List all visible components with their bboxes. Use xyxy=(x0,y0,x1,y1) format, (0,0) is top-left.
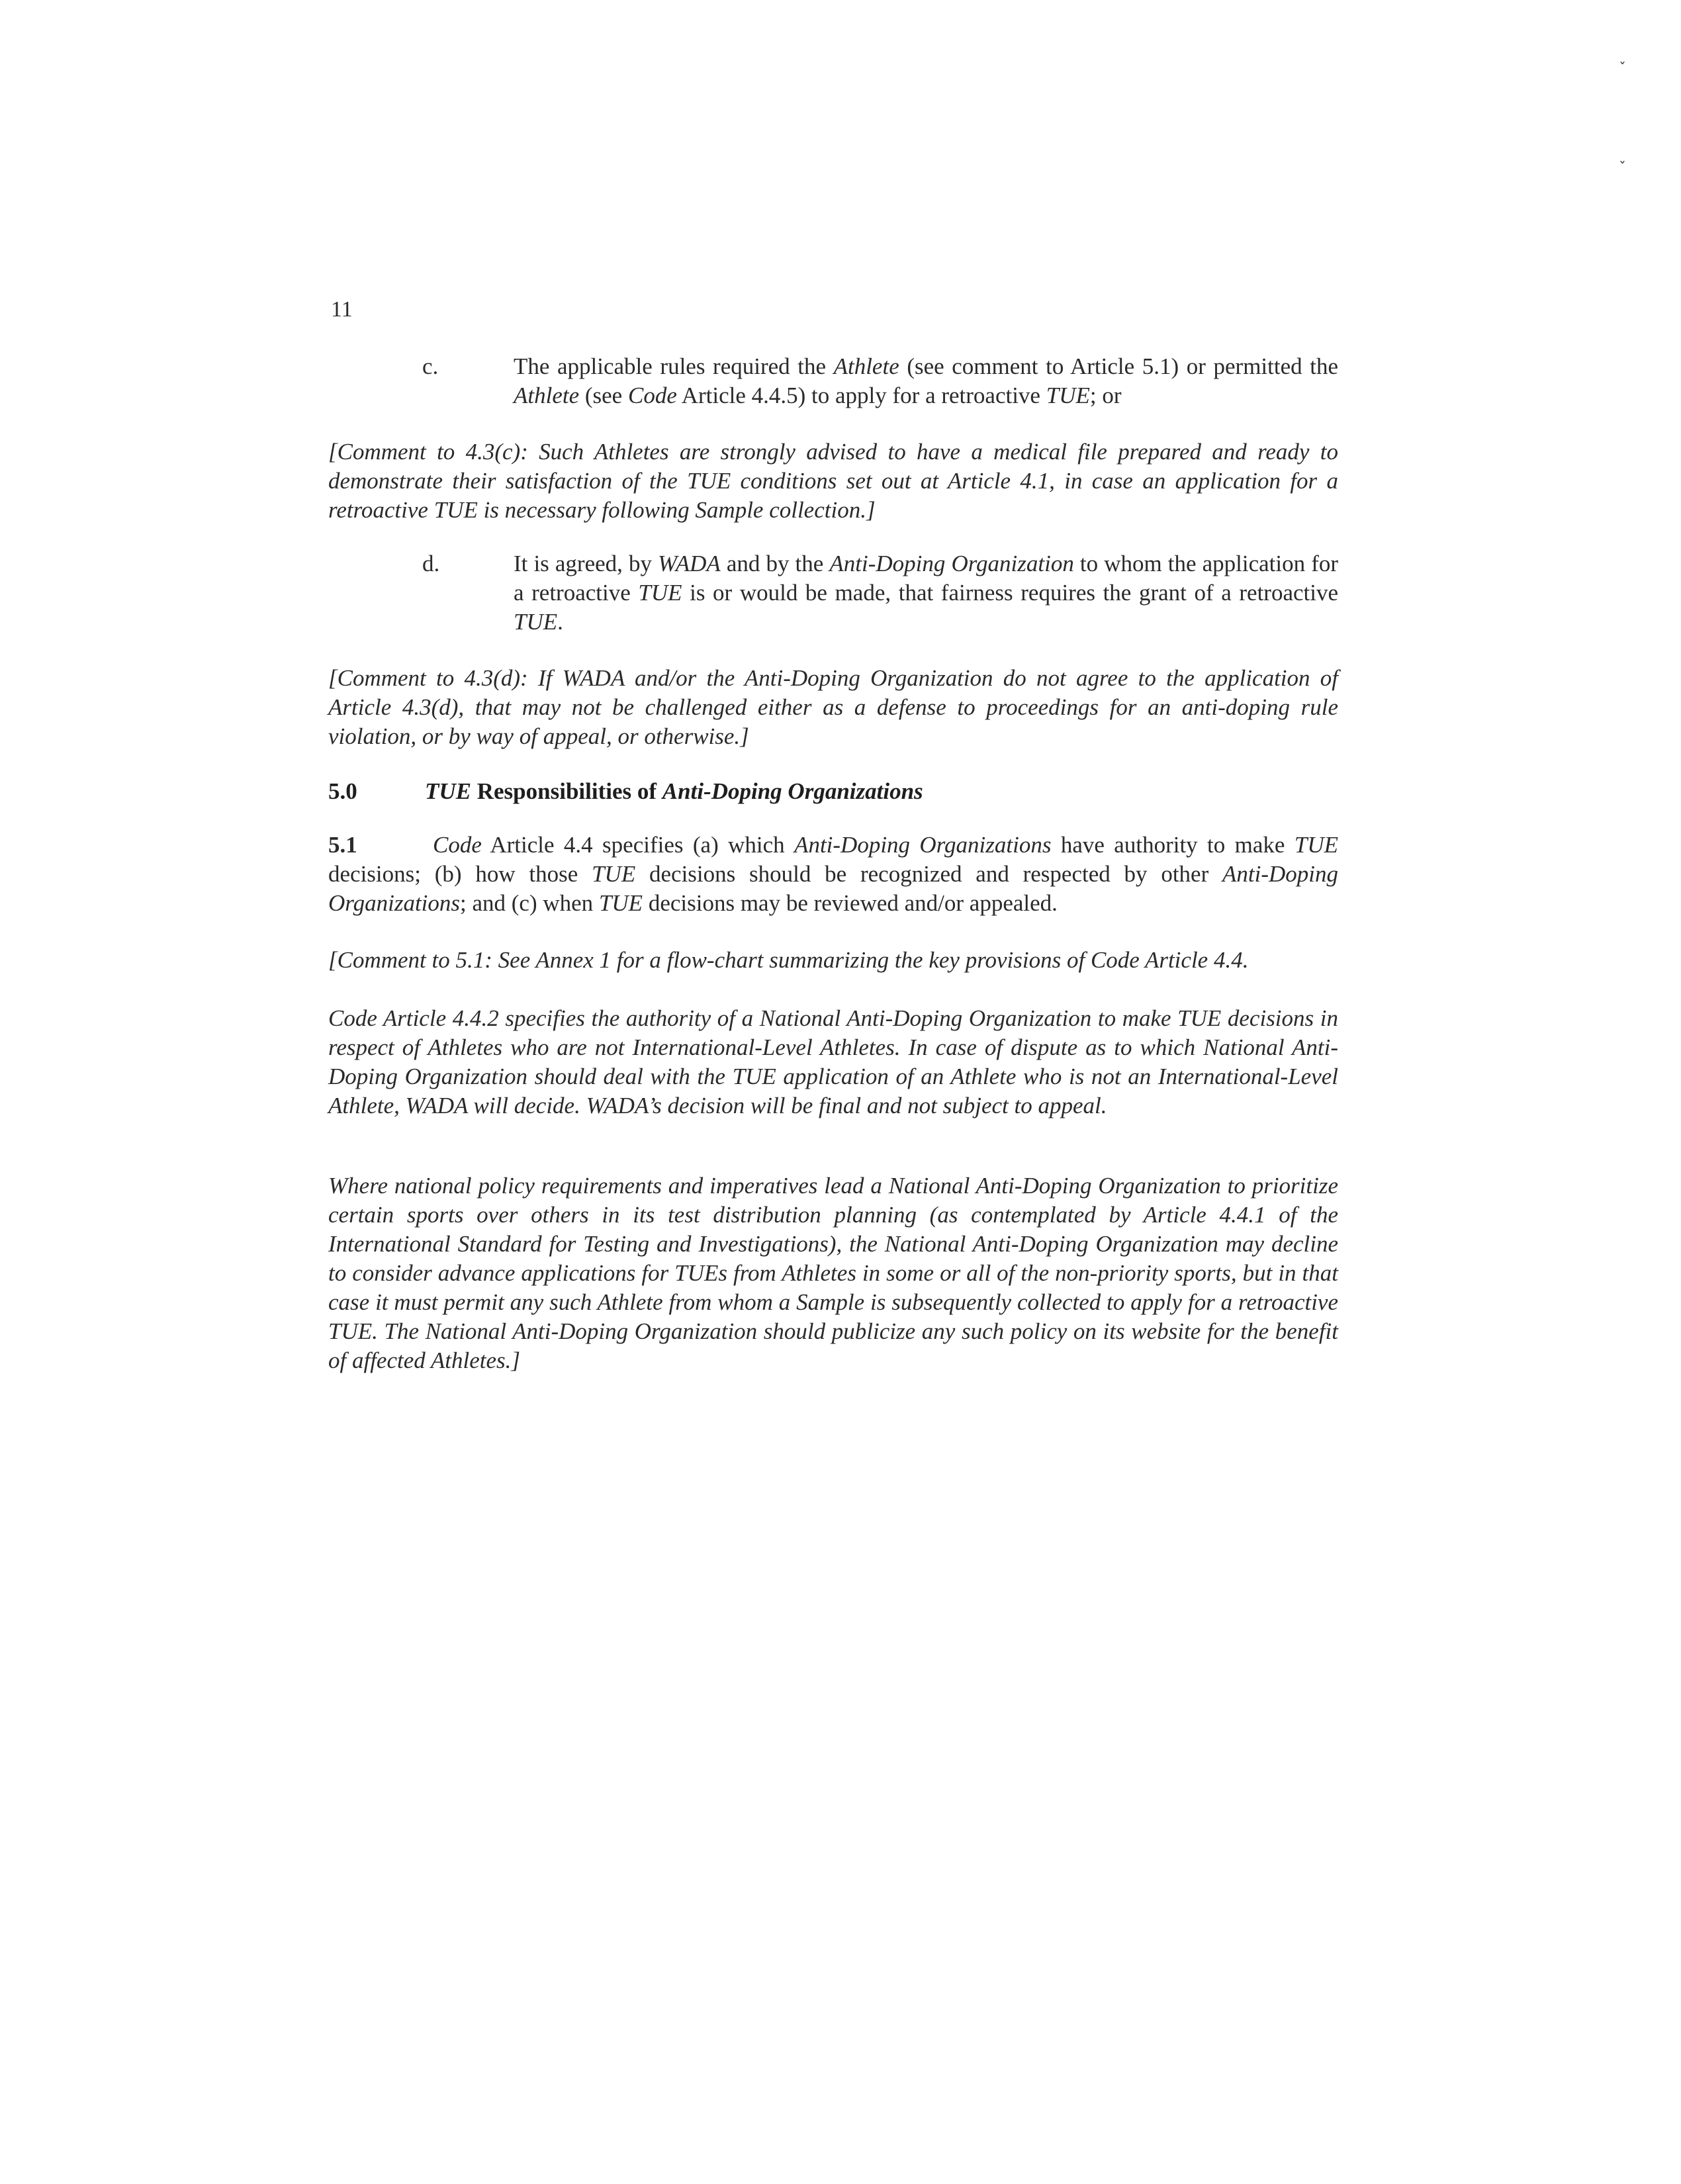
italic-term: TUE xyxy=(638,580,682,606)
italic-term: TUE xyxy=(598,890,643,916)
paragraph-text xyxy=(328,832,1338,916)
italic-term: TUE xyxy=(1294,832,1338,858)
paragraph-5-1 xyxy=(328,831,1338,918)
comment-5-1-para-2 xyxy=(328,1004,1338,1120)
list-marker: c. xyxy=(422,353,439,379)
text-run: Responsibilities of xyxy=(471,778,662,804)
italic-term: WADA xyxy=(658,551,721,576)
italic-term: Anti-Doping Organizations xyxy=(794,832,1052,858)
comment-text: Where national policy requirements and imperatives lead a National Anti-Doping Organization to prioritize certain sports over others in its test distribution planning (as contemplated by Article 4.4.1 of the International Standard for Testing and Investigations), the National Anti-Doping Organization may decline to consider advance applications for TUEs from Athletes in some or all of the non-priority sports, but in that case it must permit any such Athlete from whom a Sample is subsequently collected to apply for a retroactive TUE. The National Anti-Doping Organization should publicize any such policy on its website for the benefit of affected Athletes.] xyxy=(328,1173,1338,1373)
text-run: . xyxy=(557,609,563,635)
text-run: It is agreed, by xyxy=(514,551,659,576)
comment-4-3-d xyxy=(328,664,1338,751)
text-run: and by the xyxy=(720,551,830,576)
comment-5-1-para-3 xyxy=(328,1171,1338,1375)
section-number: 5.0 xyxy=(328,778,357,804)
italic-term: TUE xyxy=(425,778,471,804)
text-run: ; and (c) when xyxy=(460,890,599,916)
italic-term: Anti-Doping Organizations xyxy=(328,861,1338,916)
text-run: (see xyxy=(579,383,628,408)
section-heading xyxy=(328,777,1338,806)
list-item-text xyxy=(514,549,1338,637)
text-run: to whom the application for a retroactive xyxy=(514,551,1339,606)
italic-term: TUE xyxy=(592,861,636,887)
italic-term: TUE xyxy=(1046,383,1090,408)
text-run: The applicable rules required the xyxy=(514,353,834,379)
italic-term: Anti-Doping Organizations xyxy=(662,778,923,804)
italic-term: Code xyxy=(627,383,677,408)
comment-text: Code Article 4.4.2 specifies the authority of a National Anti-Doping Organization to make TUE decisions in respect of Athletes who are not International-Level Athletes. In case of dispute as to which National Anti-Doping Organization should deal with the TUE application of an Athlete who is not an International-Level Athlete, WADA will decide. WADA’s decision will be final and not subject to appeal. xyxy=(328,1005,1338,1118)
list-item-text xyxy=(514,352,1338,410)
italic-term: Athlete xyxy=(833,353,899,379)
section-title xyxy=(425,778,923,804)
comment-text: [Comment to 4.3(d): If WADA and/or the Anti-Doping Organization do not agree to the application of Article 4.3(d), that may not be challenged either as a defense to proceedings for an anti-doping rule violation, or by way of appeal, or otherwise.] xyxy=(328,665,1338,749)
text-run: Article 4.4 specifies (a) which xyxy=(481,832,795,858)
italic-term: Athlete xyxy=(514,383,580,408)
text-run: Article 4.4.5) to apply for a retroactive xyxy=(676,383,1046,408)
text-run: ; or xyxy=(1089,383,1122,408)
text-run: decisions may be reviewed and/or appealed. xyxy=(643,890,1058,916)
text-run: decisions should be recognized and respected by other xyxy=(635,861,1223,887)
text-run: decisions; (b) how those xyxy=(328,861,592,887)
text-run: have authority to make xyxy=(1051,832,1295,858)
scan-mark: ˇ xyxy=(1619,61,1626,77)
text-run: is or would be made, that fairness requires the grant of a retroactive xyxy=(682,580,1338,606)
comment-4-3-c xyxy=(328,437,1338,525)
comment-text: [Comment to 5.1: See Annex 1 for a flow-chart summarizing the key provisions of Code Article 4.4. xyxy=(328,947,1249,973)
scan-mark: ˇ xyxy=(1619,160,1626,177)
comment-5-1-intro xyxy=(328,946,1338,975)
italic-term: TUE xyxy=(514,609,558,635)
page-number: 11 xyxy=(331,297,353,322)
italic-term: Code xyxy=(433,832,482,858)
paragraph-number: 5.1 xyxy=(328,832,357,858)
comment-text: [Comment to 4.3(c): Such Athletes are strongly advised to have a medical file prepared and ready to demonstrate their satisfaction of the TUE conditions set out at Article 4.1, in case an application for a retroactive TUE is necessary following Sample collection.] xyxy=(328,439,1338,523)
italic-term: Anti-Doping Organization xyxy=(829,551,1074,576)
text-run: (see comment to Article 5.1) or permitted the xyxy=(899,353,1338,379)
list-marker: d. xyxy=(422,551,440,576)
